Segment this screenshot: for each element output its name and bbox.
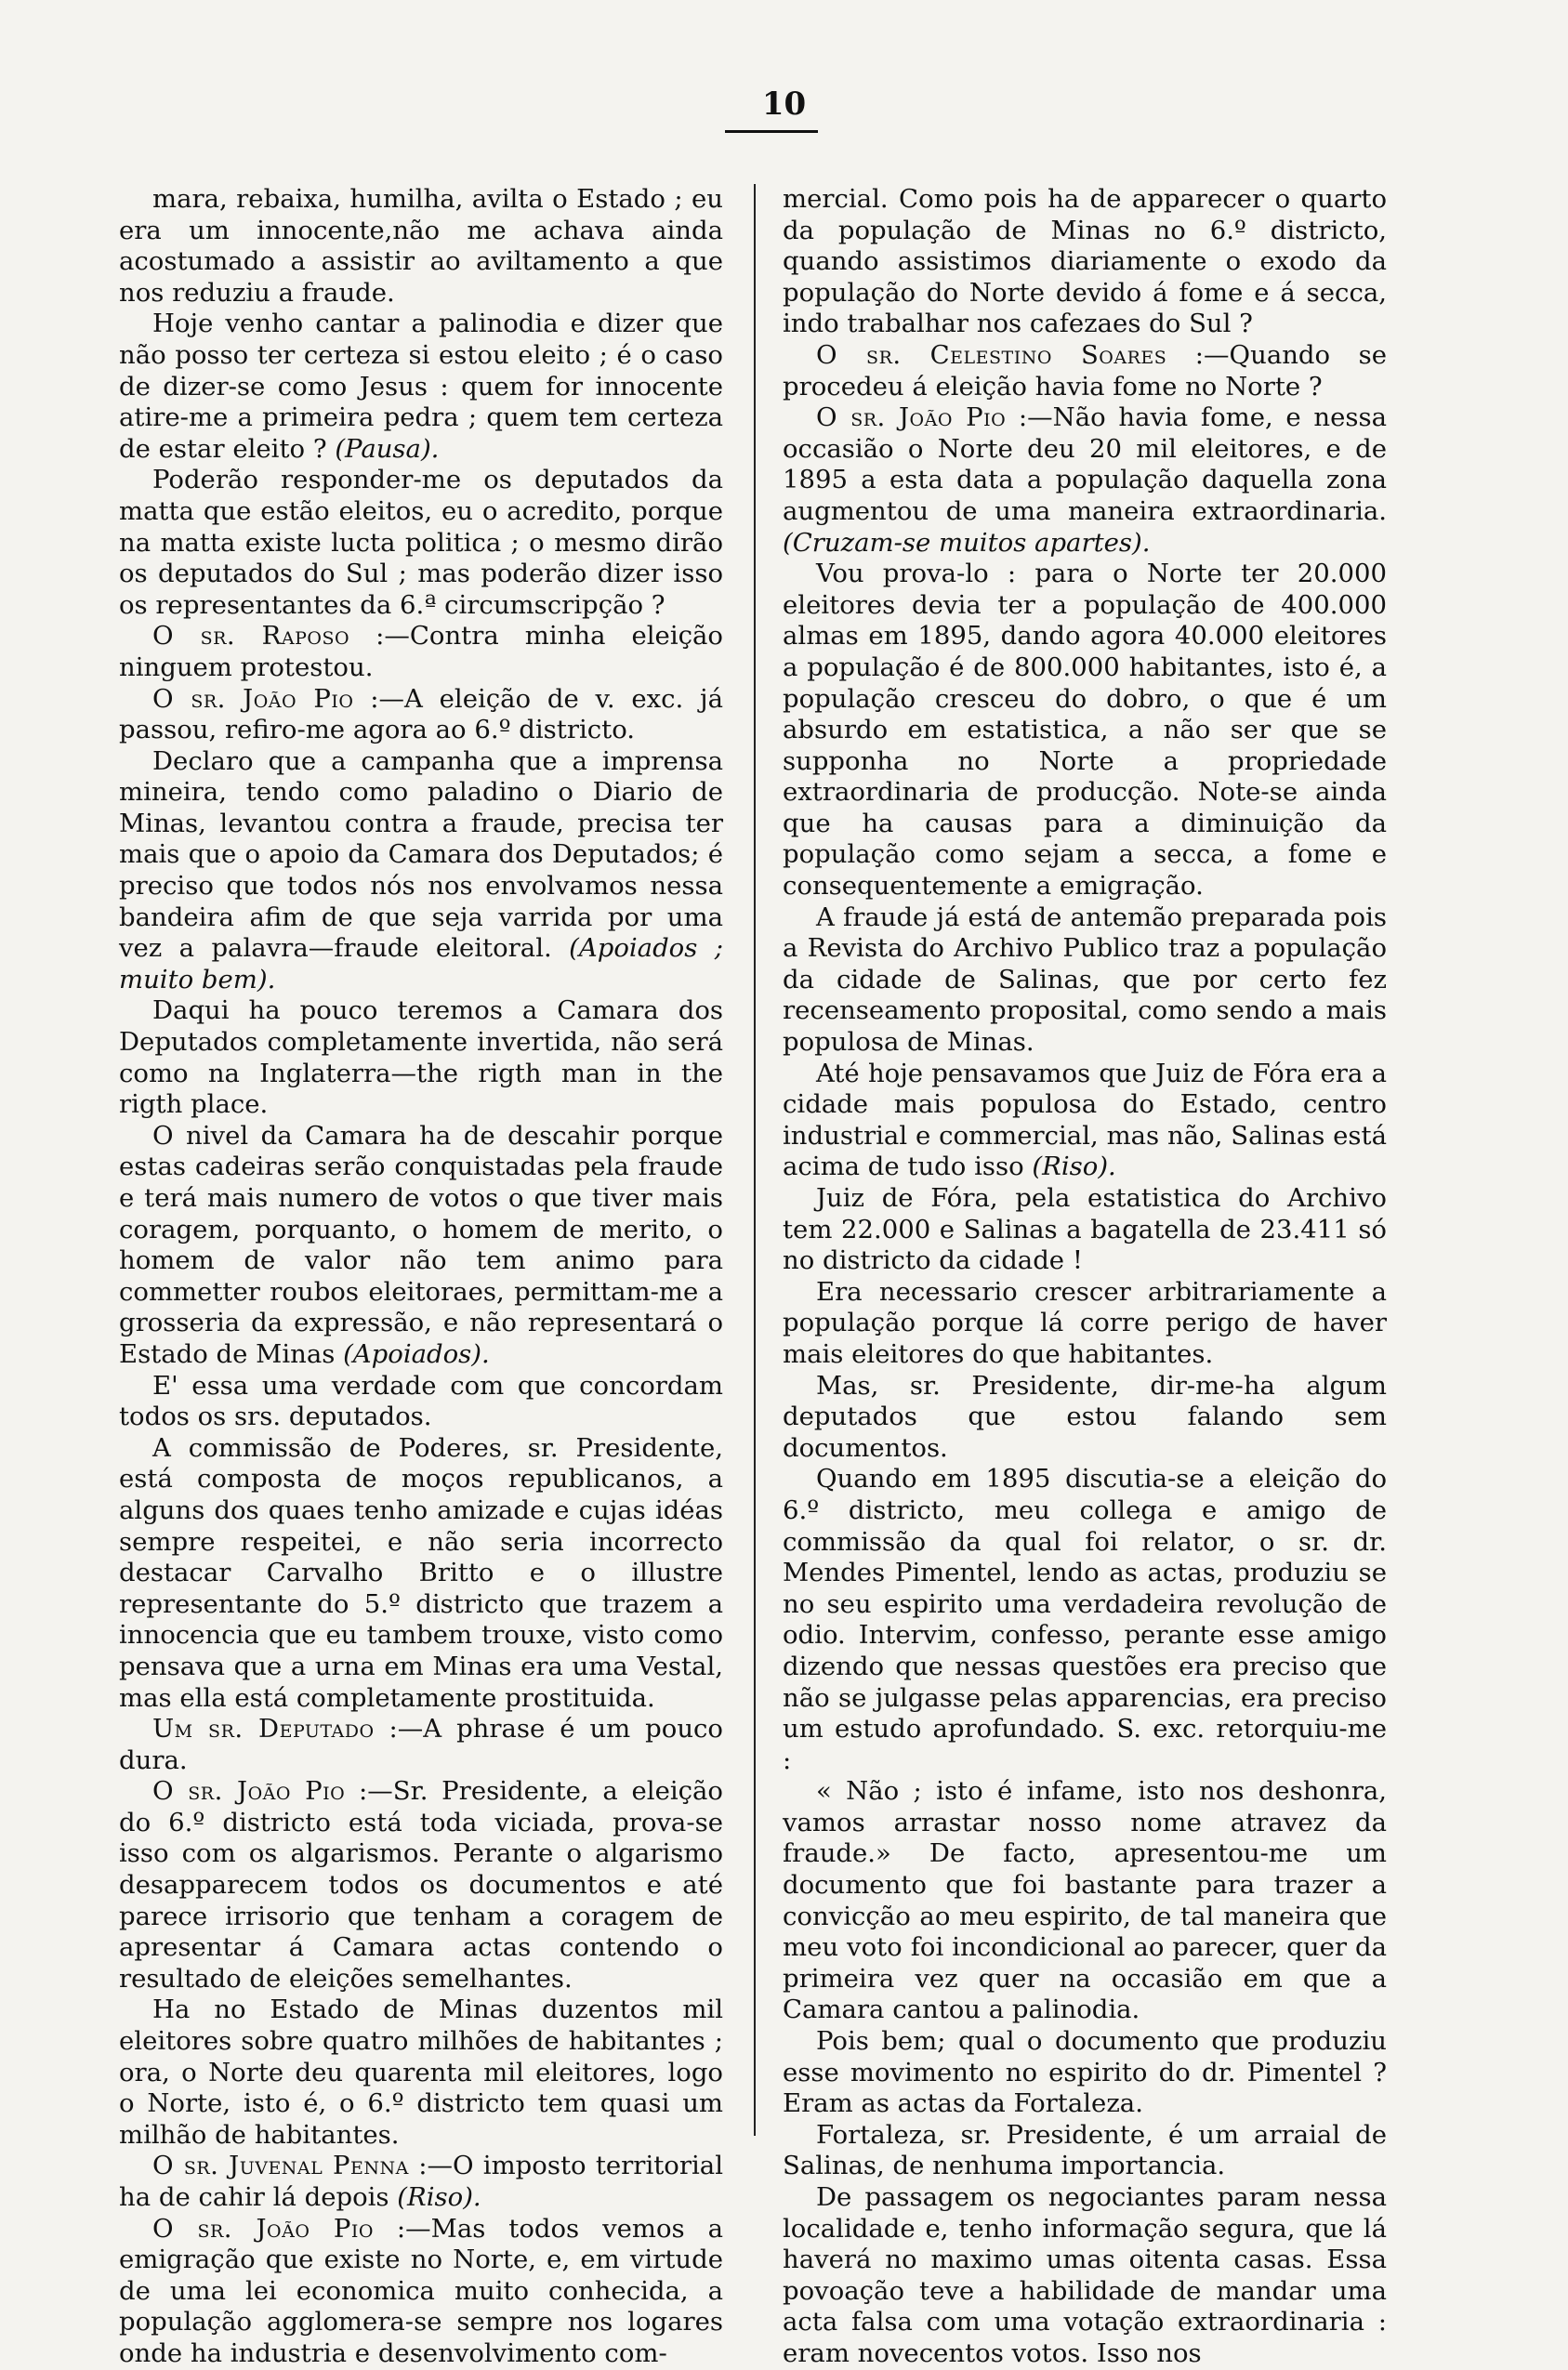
paragraph: [119, 1371, 723, 1433]
left-column: [119, 184, 723, 2370]
speech-paragraph: [119, 1776, 723, 1995]
paragraph-text: mercial. Como pois ha de apparecer o quarto da população de Minas no 6.º districto, quando assistimos diariamente o exodo da população do Norte devido á fome e á secca, indo trabalhar nos cafezaes do Sul ?: [783, 184, 1387, 339]
paragraph-text: Mas, sr. Presidente, dir-me-ha algum deputados que estou falando sem documentos.: [783, 1370, 1387, 1463]
paragraph: [783, 559, 1387, 902]
paragraph-text: O nivel da Camara ha de descahir porque estas cadeiras serão conquistadas pela fraude e terá mais numero de votos o que tiver mais coragem, porquanto, o homem de merito, o homem de valor não tem animo para commetter roubos eleitoraes, permittam-me a grosseria da expressão, e não representará o Estado de Minas: [119, 1120, 723, 1369]
aside-note: (Apoiados).: [343, 1338, 490, 1369]
paragraph: [783, 1059, 1387, 1183]
column-divider: [754, 184, 756, 2136]
paragraph-text: « Não ; isto é infame, isto nos deshonra, vamos arrastar nosso nome atravez da fraude.» De facto, apresentou-me um documento que foi bastante para trazer a convicção ao meu espirito, de tal maneira que meu voto foi incondicional ao parecer, quer da primeira vez quer na occasião em que a Camara cantou a palinodia.: [783, 1776, 1387, 2025]
paragraph-text: Fortaleza, sr. Presidente, é um arraial de Salinas, de nenhuma importancia.: [783, 2119, 1387, 2181]
speech-paragraph: [783, 340, 1387, 402]
paragraph: [119, 746, 723, 996]
paragraph-text: Quando em 1895 discutia-se a eleição do 6.º districto, meu collega e amigo de commissão da qual foi relator, o sr. dr. Mendes Pimentel, lendo as actas, produziu se no seu espirito uma verdadeira revolução de odio. Intervim, confesso, perante esse amigo dizendo que nessas questões era preciso que não se julgasse pelas apparencias, era preciso um estudo aprofundado. S. exc. retorquiu-me :: [783, 1464, 1387, 1775]
paragraph-text: Era necessario crescer arbitrariamente a população porque lá corre perigo de haver mais eleitores do que habitantes.: [783, 1276, 1387, 1369]
paragraph-text: E' essa uma verdade com que concordam todos os srs. deputados.: [119, 1370, 723, 1432]
aside-note: (Pausa).: [335, 433, 440, 464]
paragraph: [783, 2120, 1387, 2182]
paragraph-text: :—Não havia fome, e nessa occasião o Norte deu 20 mil eleitores, e de 1895 a esta data a população daquella zona augmentou de uma maneira extraordinaria.: [783, 402, 1387, 526]
paragraph-text: :—A phrase é um pouco dura.: [119, 1714, 723, 1775]
speaker-name: O sr. João Pio: [152, 2213, 374, 2244]
speaker-name: O sr. Juvenal Penna: [152, 2151, 409, 2181]
speaker-name: Um sr. Deputado: [152, 1714, 375, 1745]
paragraph-text: A fraude já está de antemão preparada pois a Revista do Archivo Publico traz a população da cidade de Salinas, que por certo fez recenseamento proposital, como sendo a mais populosa de Minas.: [783, 902, 1387, 1058]
speech-paragraph: [119, 684, 723, 746]
paragraph: [783, 1371, 1387, 1465]
paragraph: [119, 995, 723, 1120]
speaker-name: O sr. João Pio: [152, 1776, 346, 1807]
paragraph: [783, 1183, 1387, 1277]
paragraph: [119, 465, 723, 621]
paragraph-text: De passagem os negociantes param nessa localidade e, tenho informação segura, que lá haverá no maximo umas oitenta casas. Essa povoação teve a habilidade de mandar uma acta falsa com uma votação extraordinaria : eram novecentos votos. Isso nos: [783, 2182, 1387, 2368]
paragraph: [119, 309, 723, 465]
paragraph: [783, 2026, 1387, 2120]
speaker-name: O sr. Raposo: [152, 621, 350, 652]
paragraph-text: Poderão responder-me os deputados da matta que estão eleitos, eu o acredito, porque na matta existe lucta politica ; o mesmo dirão os deputados do Sul ; mas poderão dizer isso os representantes da 6.ª circumscripção ?: [119, 465, 723, 620]
speech-paragraph: [119, 2214, 723, 2370]
paragraph-text: :—O imposto territorial ha de cahir lá depois: [119, 2151, 723, 2212]
paragraph-text: Hoje venho cantar a palinodia e dizer que não posso ter certeza si estou eleito ; é o caso de dizer-se como Jesus : quem for innocente atire-me a primeira pedra ; quem tem certeza de estar eleito ?: [119, 309, 723, 464]
speech-paragraph: [783, 402, 1387, 559]
speaker-name: O sr. João Pio: [816, 402, 1007, 433]
speaker-name: O sr. Celestino Soares: [816, 339, 1167, 370]
paragraph-text: A commissão de Poderes, sr. Presidente, está composta de moços republicanos, a alguns dos quaes tenho amizade e cujas idéas sempre respeitei, e não seria incorrecto destacar Carvalho Britto e o illustre representante do 5.º districto que trazem a innocencia que eu tambem trouxe, visto como pensava que a urna em Minas era uma Vestal, mas ella está completamente prostituida.: [119, 1432, 723, 1713]
paragraph: [119, 184, 723, 309]
paragraph-text: Vou prova-lo : para o Norte ter 20.000 eleitores devia ter a população de 400.000 almas em 1895, dando agora 40.000 eleitores a população é de 800.000 habitantes, isto é, a população cresceu do dobro, o que é um absurdo em estatistica, a não ser que se supponha no Norte a propriedade extraordinaria de producção. Note-se ainda que ha causas para a diminuição da população como sejam a secca, a fome e consequentemente a emigração.: [783, 559, 1387, 902]
paragraph: [119, 1433, 723, 1714]
paragraph-text: Declaro que a campanha que a imprensa mineira, tendo como paladino o Diario de Minas, levantou contra a fraude, precisa ter mais que o apoio da Camara dos Deputados; é preciso que todos nós nos envolvamos nessa bandeira afim de que seja varrida por uma vez a palavra—fraude eleitoral.: [119, 745, 723, 964]
aside-note: (Riso).: [397, 2182, 481, 2212]
paragraph-text: Daqui ha pouco teremos a Camara dos Deputados completamente invertida, não será como na Inglaterra—the rigth man in the rigth place.: [119, 995, 723, 1120]
paragraph: [783, 1277, 1387, 1371]
paragraph-text: :—Quando se procedeu á eleição havia fome no Norte ?: [783, 339, 1387, 402]
paragraph-text: Até hoje pensavamos que Juiz de Fóra era a cidade mais populosa do Estado, centro industrial e commercial, mas não, Salinas está acima de tudo isso: [783, 1058, 1387, 1182]
aside-note: (Riso).: [1032, 1152, 1116, 1182]
aside-note: (Cruzam-se muitos apartes).: [783, 527, 1151, 558]
paragraph-text: mara, rebaixa, humilha, avilta o Estado ; eu era um innocente,não me achava ainda acostumado a assistir ao aviltamento a que nos reduziu a fraude.: [119, 184, 723, 308]
paragraph-text: :—A eleição de v. exc. já passou, refiro-me agora ao 6.º districto.: [119, 683, 723, 745]
header-rule: [725, 130, 818, 133]
paragraph: [783, 2182, 1387, 2370]
paragraph-text: :—Mas todos vemos a emigração que existe no Norte, e, em virtude de uma lei economica muito conhecida, a população agglomera-se sempre nos logares onde ha industria e desenvolvimento com-: [119, 2213, 723, 2368]
page-number: 10: [761, 86, 807, 123]
paragraph: [119, 1995, 723, 2151]
right-column: [783, 184, 1387, 2370]
paragraph: [783, 902, 1387, 1059]
paragraph-text: Juiz de Fóra, pela estatistica do Archivo tem 22.000 e Salinas a bagatella de 23.411 só no districto da cidade !: [783, 1183, 1387, 1276]
paragraph-text: :—Sr. Presidente, a eleição do 6.º districto está toda viciada, prova-se isso com os algarismos. Perante o algarismo desapparecem todos os documentos e até parece irrisorio que tenham a coragem de apresentar á Camara actas contendo o resultado de eleições semelhantes.: [119, 1776, 723, 1994]
aside-note: (Apoiados ; muito bem).: [119, 933, 723, 994]
paragraph: [783, 184, 1387, 340]
speech-paragraph: [119, 2151, 723, 2213]
speech-paragraph: [119, 1714, 723, 1776]
paragraph: [119, 1121, 723, 1371]
paragraph-text: :—Contra minha eleição ninguem protestou.: [119, 621, 723, 682]
speech-paragraph: [119, 621, 723, 683]
paragraph-text: Pois bem; qual o documento que produziu esse movimento no espirito do dr. Pimentel ? Eram as actas da Fortaleza.: [783, 2026, 1387, 2119]
paragraph: [783, 1776, 1387, 2026]
paragraph-text: Ha no Estado de Minas duzentos mil eleitores sobre quatro milhões de habitantes ; ora, o Norte deu quarenta mil eleitores, logo o Norte, isto é, o 6.º districto tem quasi um milhão de habitantes.: [119, 1995, 723, 2150]
paragraph: [783, 1464, 1387, 1776]
speaker-name: O sr. João Pio: [152, 683, 354, 714]
